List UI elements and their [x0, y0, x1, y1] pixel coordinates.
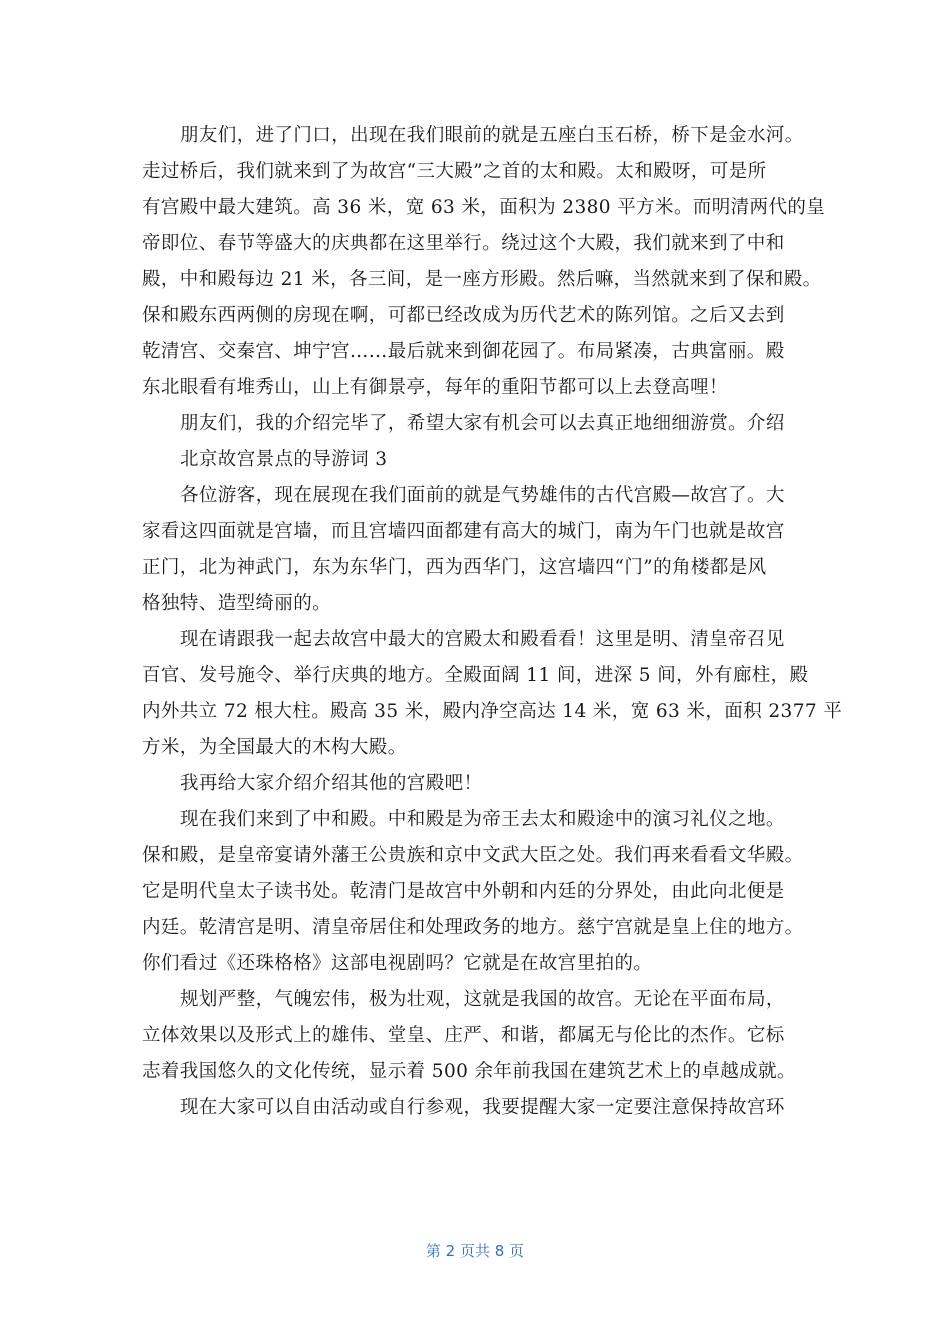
text-line: 东北眼看有堆秀山，山上有御景亭，每年的重阳节都可以上去登高哩！ [142, 377, 728, 398]
text-line: 家看这四面就是宫墙，而且宫墙四面都建有高大的城门，南为午门也就是故宫 [142, 521, 785, 542]
section-heading: 北京故宫景点的导游词 3 [180, 449, 388, 470]
text-line: 保和殿，是皇帝宴请外藩王公贵族和京中文武大臣之处。我们再来看看文华殿。 [142, 845, 804, 866]
text-line: 朋友们，进了门口，出现在我们眼前的就是五座白玉石桥，桥下是金水河。 [180, 125, 804, 146]
text-line: 立体效果以及形式上的雄伟、堂皇、庄严、和谐，都属无与伦比的杰作。它标 [142, 1025, 785, 1046]
text-line: 规划严整，气魄宏伟，极为壮观，这就是我国的故宫。无论在平面布局， [180, 989, 785, 1010]
text-line: 内廷。乾清宫是明、清皇帝居住和处理政务的地方。慈宁宫就是皇上住的地方。 [142, 917, 804, 938]
text-line: 正门，北为神武门，东为东华门，西为西华门，这宫墙四“门”的角楼都是风 [142, 557, 767, 578]
text-line: 百官、发号施令、举行庆典的地方。全殿面阔 11 间，进深 5 间，外有廊柱，殿 [142, 665, 809, 686]
text-line: 内外共立 72 根大柱。殿高 35 米，殿内净空高达 14 米，宽 63 米，面积 2377 平 [142, 701, 843, 722]
page-number-footer: 第 2 页共 8 页 [425, 1242, 525, 1260]
text-line: 保和殿东西两侧的房现在啊，可都已经改成为历代艺术的陈列馆。之后又去到 [142, 305, 785, 326]
text-line: 走过桥后，我们就来到了为故宫“三大殿”之首的太和殿。太和殿呀，可是所 [142, 161, 767, 182]
text-line: 现在大家可以自由活动或自行参观，我要提醒大家一定要注意保持故宫环 [180, 1097, 785, 1118]
document-body [142, 118, 843, 1126]
text-line: 殿，中和殿每边 21 米，各三间，是一座方形殿。然后嘛，当然就来到了保和殿。 [142, 269, 822, 290]
text-line: 乾清宫、交秦宫、坤宁宫……最后就来到御花园了。布局紧凑，古典富丽。殿 [142, 341, 785, 362]
text-line: 现在我们来到了中和殿。中和殿是为帝王去太和殿途中的演习礼仪之地。 [180, 809, 785, 830]
text-line: 现在请跟我一起去故宫中最大的宫殿太和殿看看！这里是明、清皇帝召见 [180, 629, 785, 650]
text-line: 各位游客，现在展现在我们面前的就是气势雄伟的古代宫殿—故宫了。大 [180, 485, 785, 506]
text-line: 我再给大家介绍介绍其他的宫殿吧！ [180, 773, 483, 794]
text-line: 有宫殿中最大建筑。高 36 米，宽 63 米，面积为 2380 平方米。而明清两代的皇 [142, 197, 826, 218]
text-line: 你们看过《还珠格格》这部电视剧吗？它就是在故宫里拍的。 [142, 953, 653, 974]
text-line: 帝即位、春节等盛大的庆典都在这里举行。绕过这个大殿，我们就来到了中和 [142, 233, 785, 254]
text-line: 格独特、造型绮丽的。 [142, 593, 332, 614]
text-line: 方米，为全国最大的木构大殿。 [142, 737, 407, 758]
text-line: 朋友们，我的介绍完毕了，希望大家有机会可以去真正地细细游赏。介绍 [180, 413, 785, 434]
text-line: 它是明代皇太子读书处。乾清门是故宫中外朝和内廷的分界处，由此向北便是 [142, 881, 785, 902]
text-line: 志着我国悠久的文化传统，显示着 500 余年前我国在建筑艺术上的卓越成就。 [142, 1061, 796, 1082]
